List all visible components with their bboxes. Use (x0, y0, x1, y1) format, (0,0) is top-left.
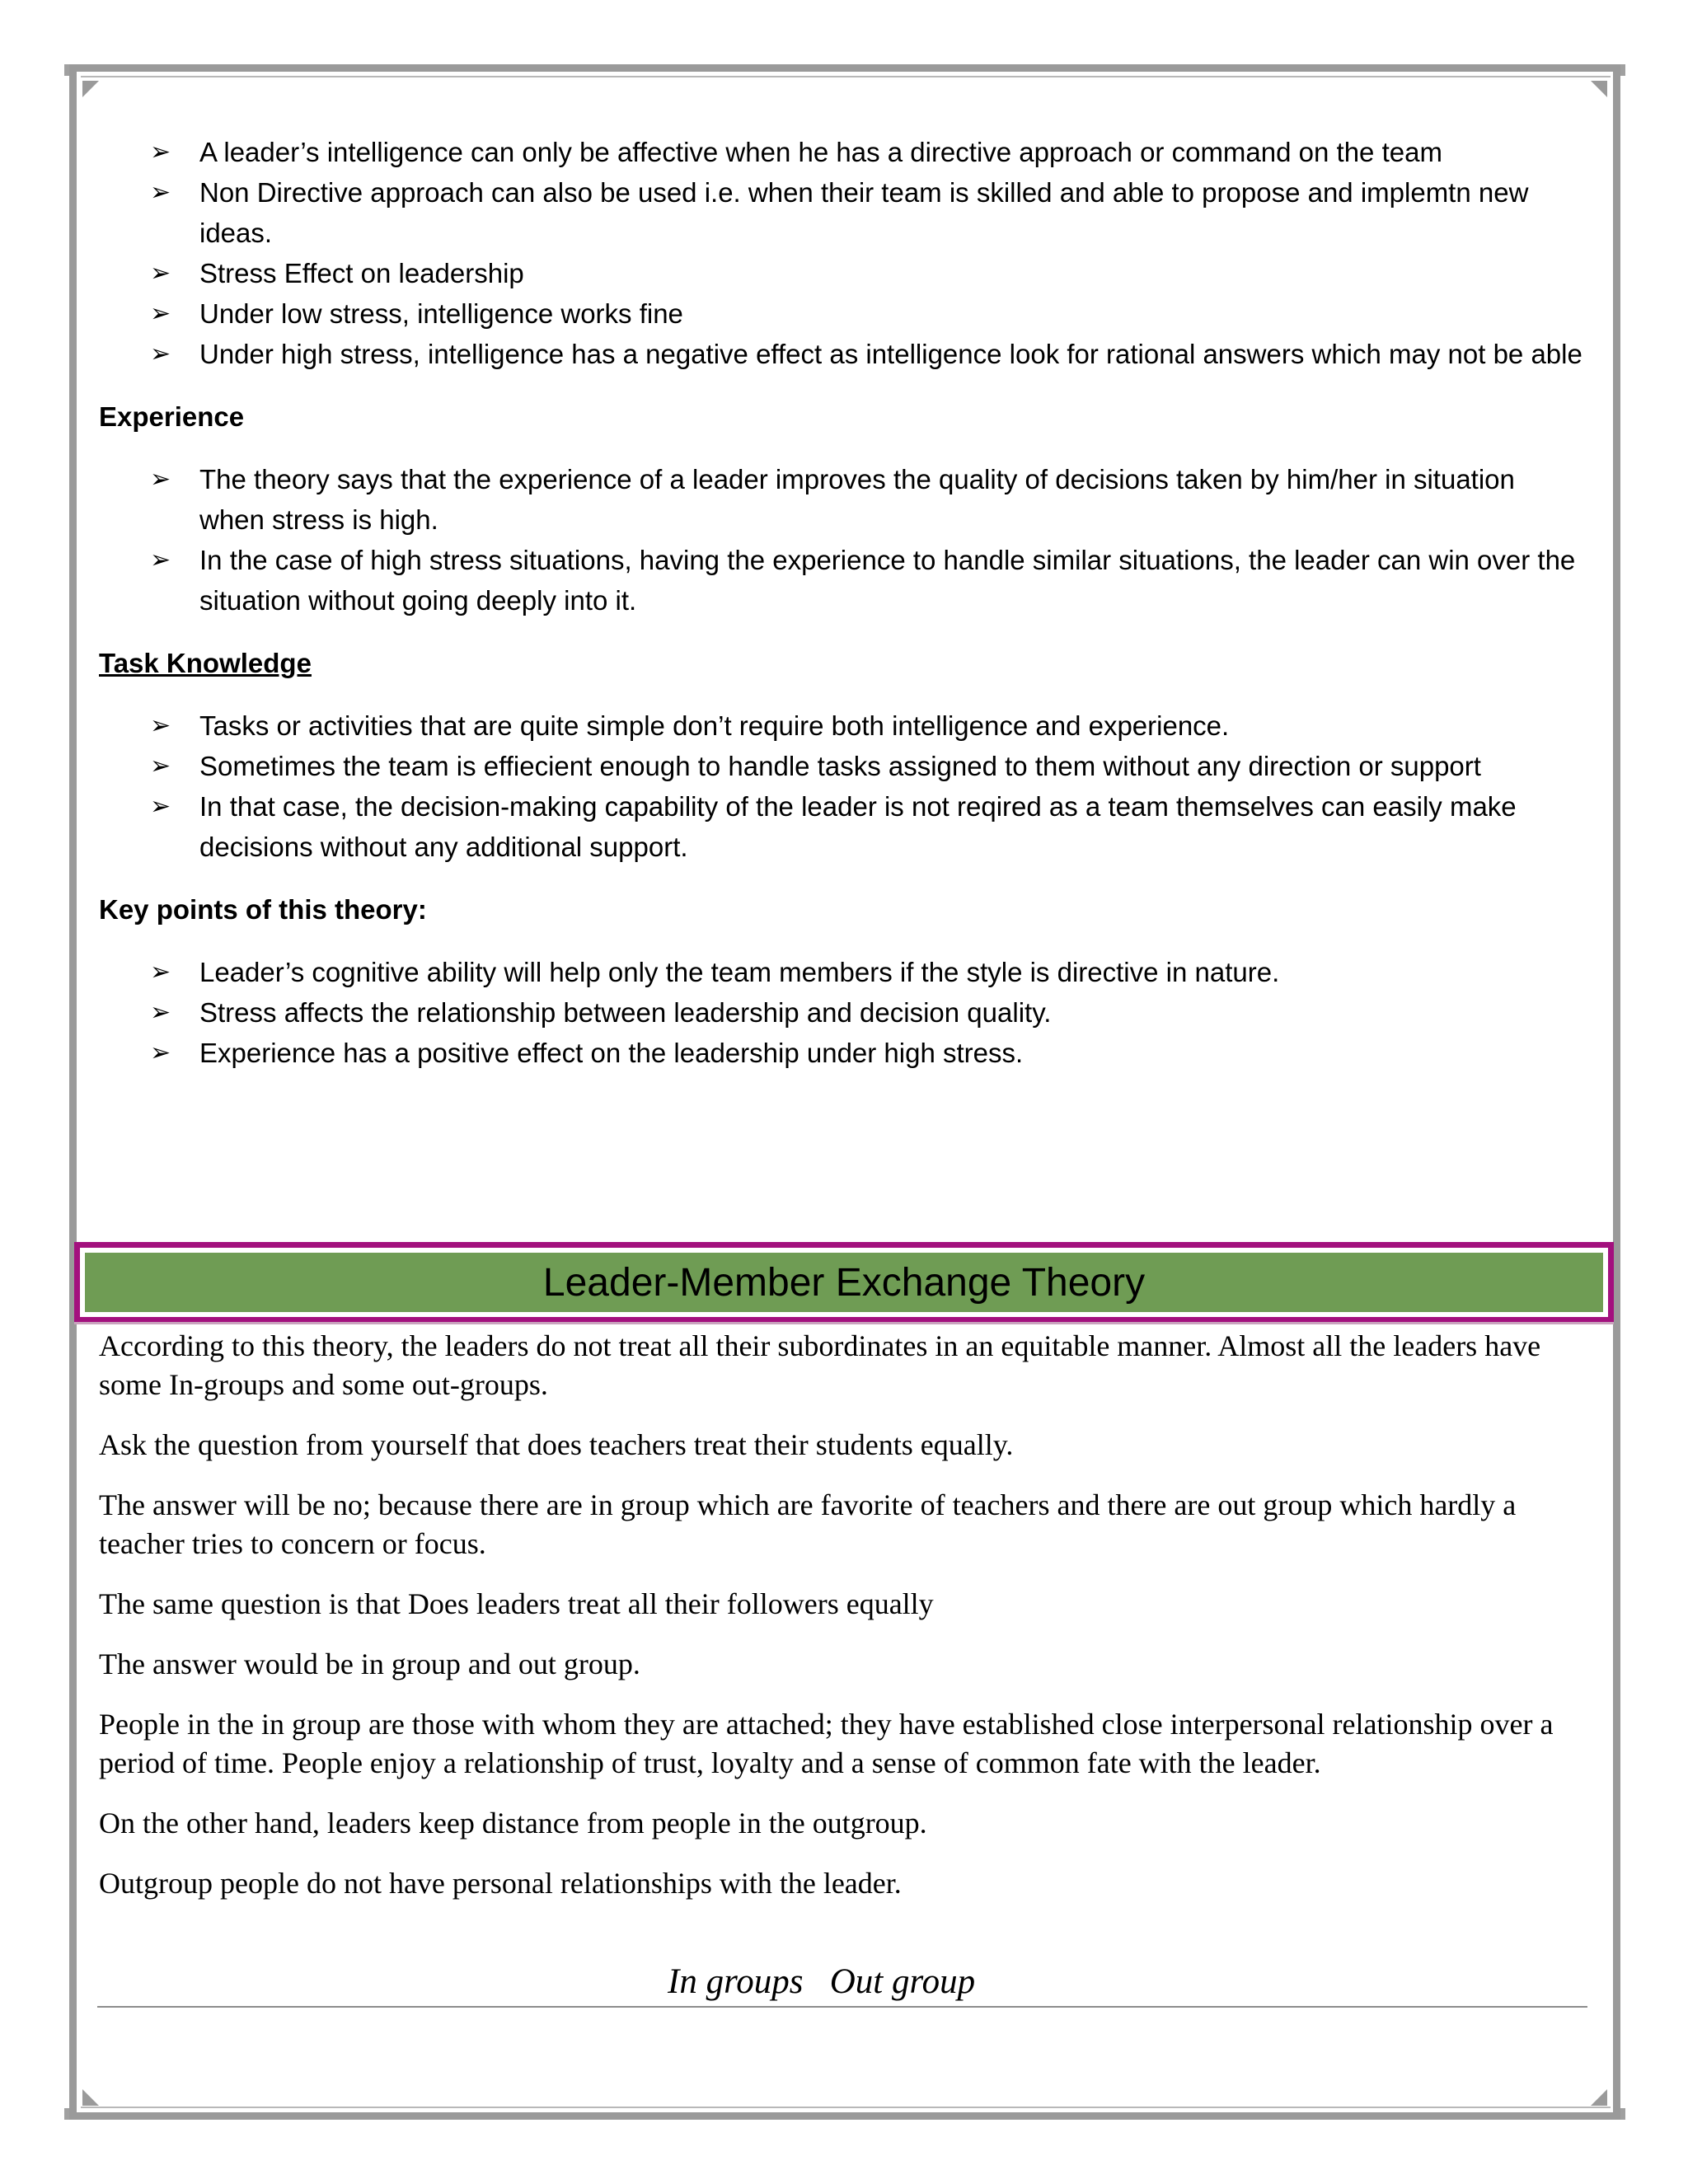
arrow-bullet-icon: ➢ (150, 1039, 171, 1066)
task-knowledge-heading: Task Knowledge (99, 648, 312, 678)
arrow-bullet-icon: ➢ (150, 179, 171, 206)
lmx-body (99, 1327, 1582, 1924)
in-groups-label: In groups (668, 1962, 804, 2001)
banner-underline (74, 1322, 1614, 1324)
page-border-left (69, 64, 77, 2120)
arrow-bullet-icon: ➢ (150, 138, 171, 166)
list-item: ➢ Stress Effect on leadership (99, 253, 1582, 293)
paragraph: The same question is that Does leaders treat all their followers equally (99, 1587, 934, 1620)
list-item: ➢ Tasks or activities that are quite simple don’t require both intelligence and experience. (99, 705, 1582, 746)
corner-ornament (82, 81, 99, 97)
arrow-bullet-icon: ➢ (150, 999, 171, 1026)
paragraph: People in the in group are those with whom they are attached; they have established close interpersonal relationship over a period of time. People enjoy a relationship of trust, loyalty and a sense of common fate with the leader. (99, 1708, 1554, 1779)
paragraph: The answer would be in group and out group. (99, 1647, 640, 1680)
groups-caption (668, 1961, 975, 2002)
key-points-bullets (99, 952, 1582, 1073)
experience-bullets (99, 459, 1582, 621)
list-item: ➢ Under high stress, intelligence has a negative effect as intelligence look for rational answers which may not be able (99, 334, 1582, 374)
list-item: ➢ Under low stress, intelligence works fine (99, 293, 1582, 334)
upper-content (99, 132, 1582, 1073)
list-item: ➢ Non Directive approach can also be used i.e. when their team is skilled and able to propose and implemtn new ideas. (99, 172, 1582, 253)
arrow-bullet-icon: ➢ (150, 466, 171, 493)
page-border-bottom (69, 2112, 1620, 2120)
page-border-inner-bottom (81, 2107, 1611, 2108)
arrow-bullet-icon: ➢ (150, 300, 171, 327)
out-group-label: Out group (829, 1962, 976, 2001)
corner-ornament (1591, 81, 1607, 97)
list-item: ➢ In that case, the decision-making capability of the leader is not reqired as a team themselves can easily make decisions without any additional support. (99, 786, 1582, 867)
list-item: ➢ A leader’s intelligence can only be affective when he has a directive approach or command on the team (99, 132, 1582, 172)
list-item: ➢ The theory says that the experience of a leader improves the quality of decisions taken by him/her in situation when stress is high. (99, 459, 1582, 540)
experience-heading: Experience (99, 401, 245, 432)
intelligence-bullets (99, 132, 1582, 374)
paragraph: The answer will be no; because there are in group which are favorite of teachers and there are out group which hardly a teacher tries to concern or focus. (99, 1488, 1517, 1560)
arrow-bullet-icon: ➢ (150, 712, 171, 739)
page-border-top (69, 64, 1620, 72)
arrow-bullet-icon: ➢ (150, 752, 171, 780)
arrow-bullet-icon: ➢ (150, 546, 171, 574)
paragraph: Ask the question from yourself that does teachers treat their students equally. (99, 1428, 1014, 1461)
page-border-inner-top (81, 76, 1611, 77)
section-banner (74, 1242, 1614, 1323)
list-item: ➢ In the case of high stress situations, having the experience to handle similar situations, the leader can win over the situation without going deeply into it. (99, 540, 1582, 621)
arrow-bullet-icon: ➢ (150, 793, 171, 820)
page-border-right (1613, 64, 1620, 2120)
list-item: ➢ Experience has a positive effect on the leadership under high stress. (99, 1033, 1582, 1073)
arrow-bullet-icon: ➢ (150, 340, 171, 368)
arrow-bullet-icon: ➢ (150, 260, 171, 287)
arrow-bullet-icon: ➢ (150, 958, 171, 986)
horizontal-rule (97, 2006, 1587, 2008)
list-item: ➢ Sometimes the team is effiecient enough to handle tasks assigned to them without any direction or support (99, 746, 1582, 786)
corner-tick (64, 2108, 69, 2120)
section-banner-title: Leader-Member Exchange Theory (85, 1253, 1603, 1312)
corner-ornament (1591, 2089, 1607, 2106)
corner-tick (1620, 2108, 1625, 2120)
paragraph: According to this theory, the leaders do not treat all their subordinates in an equitable manner. Almost all the leaders have some In-groups and some out-groups. (99, 1329, 1541, 1401)
key-points-heading: Key points of this theory: (99, 894, 427, 925)
list-item: ➢ Stress affects the relationship between leadership and decision quality. (99, 992, 1582, 1033)
corner-ornament (82, 2089, 99, 2106)
corner-tick (1620, 64, 1625, 76)
corner-tick (64, 64, 69, 76)
list-item: ➢ Leader’s cognitive ability will help only the team members if the style is directive in nature. (99, 952, 1582, 992)
task-knowledge-bullets (99, 705, 1582, 867)
paragraph: On the other hand, leaders keep distance from people in the outgroup. (99, 1807, 927, 1840)
paragraph: Outgroup people do not have personal relationships with the leader. (99, 1867, 902, 1900)
